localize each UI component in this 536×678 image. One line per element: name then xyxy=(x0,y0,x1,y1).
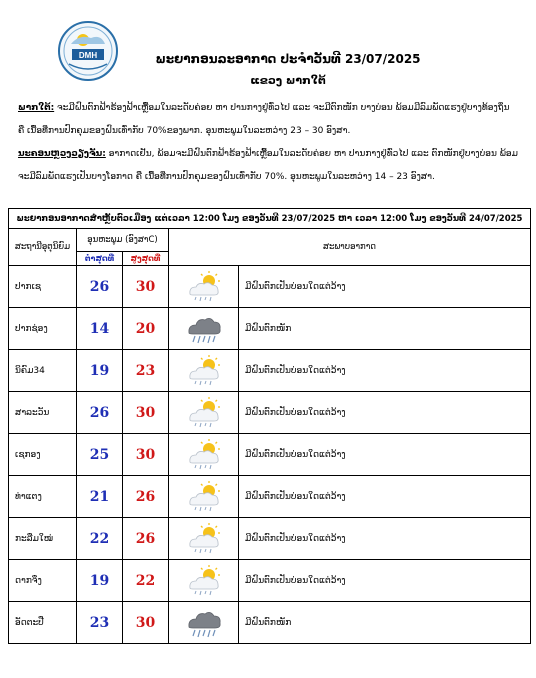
heavy-rain-cloud-icon xyxy=(184,606,224,640)
temp-min: 19 xyxy=(77,560,123,602)
sun-cloud-rain-icon xyxy=(184,438,224,472)
temp-max: 30 xyxy=(123,266,169,308)
weather-description: ມີຝົນຕົກເປັນບ່ອນໃດແຕ່ວ້າງ xyxy=(239,392,531,434)
temp-max: 30 xyxy=(123,434,169,476)
south-region-forecast xyxy=(18,97,518,143)
weather-description: ມີຝົນຕົກເປັນບ່ອນໃດແຕ່ວ້າງ xyxy=(239,560,531,602)
table-row xyxy=(9,350,531,392)
temp-max: 30 xyxy=(123,602,169,644)
table-row xyxy=(9,518,531,560)
weather-description: ມີຝົນຕົກເປັນບ່ອນໃດແຕ່ວ້າງ xyxy=(239,518,531,560)
col-temp-header: ອຸນຫະພູມ (ອົງສາC) xyxy=(77,229,169,252)
col-max-header: ສູງສຸດທີ່ xyxy=(123,252,169,266)
vientiane-label: ນະຄອນຫຼວງວຽງຈັນ: xyxy=(18,149,106,159)
col-weather-header: ສະພາບອາກາດ xyxy=(169,229,531,266)
table-row xyxy=(9,266,531,308)
table-row xyxy=(9,308,531,350)
vientiane-forecast xyxy=(18,143,518,189)
weather-description: ມີຝົນຕົກເປັນບ່ອນໃດແຕ່ວ້າງ xyxy=(239,350,531,392)
col-min-header: ຕ່ຳສຸດທີ່ xyxy=(77,252,123,266)
table-row xyxy=(9,560,531,602)
weather-description: ມີຝົນຕົກເປັນບ່ອນໃດແຕ່ວ້າງ xyxy=(239,434,531,476)
temp-max: 26 xyxy=(123,476,169,518)
weather-description: ມີຝົນຕົກໜັກ xyxy=(239,308,531,350)
sun-cloud-rain-icon xyxy=(184,354,224,388)
temp-min: 23 xyxy=(77,602,123,644)
temp-max: 26 xyxy=(123,518,169,560)
table-row xyxy=(9,392,531,434)
station-name: ດາກຈຶງ xyxy=(9,560,77,602)
sun-cloud-rain-icon xyxy=(184,396,224,430)
temp-max: 22 xyxy=(123,560,169,602)
weather-description: ມີຝົນຕົກເປັນບ່ອນໃດແຕ່ວ້າງ xyxy=(239,266,531,308)
station-name: ກະລືມໃໝ່ xyxy=(9,518,77,560)
page-subtitle: ແຂວງ ພາກໃຕ້ xyxy=(250,74,326,87)
vientiane-text: ອາກາດເຢັນ, ພ້ອມຈະມີຝົນຕົກຟ້າຮ້ອງຟ້າເຫຼື້ອມໃນລະດັບຄ່ອຍ ຫາ ປານກາງຢູ່ທົ່ວໄປ ແລະ ຕົກໜັກຢູ່ບາງບ່ອນ ພ້ອມຈະມີລົມພັດແຮງເປັນບາງໂອກາດ ຄື ເນື້ອທີ່ການປົກຄຸມຂອງຝົນເທົ່າກັບ 70%. ອຸນຫະພູມໃນລະຫວ່າງ 14 – 23 ອົງສາ. xyxy=(18,149,518,182)
station-name: ສາລະວັນ xyxy=(9,392,77,434)
temp-min: 26 xyxy=(77,266,123,308)
temp-max: 30 xyxy=(123,392,169,434)
col-location-header: ສະຖານີອຸຕຸນິຍົມ xyxy=(9,229,77,266)
temp-min: 26 xyxy=(77,392,123,434)
sun-cloud-rain-icon xyxy=(184,270,224,304)
temp-max: 23 xyxy=(123,350,169,392)
table-row xyxy=(9,602,531,644)
heavy-rain-cloud-icon xyxy=(184,312,224,346)
south-region-label: ພາກໃຕ້: xyxy=(18,103,55,113)
table-row xyxy=(9,434,531,476)
sun-cloud-rain-icon xyxy=(184,564,224,598)
station-name: ປາກຊ່ອງ xyxy=(9,308,77,350)
sun-cloud-rain-icon xyxy=(184,480,224,514)
temp-min: 25 xyxy=(77,434,123,476)
temp-min: 22 xyxy=(77,518,123,560)
temp-max: 20 xyxy=(123,308,169,350)
weather-description: ມີຝົນຕົກເປັນບ່ອນໃດແຕ່ວ້າງ xyxy=(239,476,531,518)
station-name: ທ່າແຕງ xyxy=(9,476,77,518)
station-name: ປາກເຊ xyxy=(9,266,77,308)
table-header: ພະຍາກອນອາກາດສຳຫຼັບຕົວເມືອງ ແຕ່ເວລາ 12:00 ໂມງ ຂອງວັນທີ 23/07/2025 ຫາ ເວລາ 12:00 ໂມງ ຂອງວັນທີ 24/07/2025 xyxy=(9,209,531,229)
svg-text:DMH: DMH xyxy=(78,51,98,60)
station-name: ອັດຕະປື xyxy=(9,602,77,644)
page-title: ພະຍາກອນລະອາກາດ ປະຈຳວັນທີ 23/07/2025 xyxy=(155,52,421,66)
station-name: ນິຄົມ34 xyxy=(9,350,77,392)
weather-description: ມີຝົນຕົກໜັກ xyxy=(239,602,531,644)
sun-cloud-rain-icon xyxy=(184,522,224,556)
temp-min: 14 xyxy=(77,308,123,350)
south-region-text: ຈະມີຝົນຕົກຟ້າຮ້ອງຟ້າເຫຼື້ອມໃນລະດັບຄ່ອຍ ຫາ ປານກາງຢູ່ທົ່ວໄປ ແລະ ຈະມີຕົກໜັກ ບາງບ່ອນ ພ້ອມມີລົມພັດແຮງຢູ່ບາງທ້ອງຖິ່ນ ຄື ເນື້ອທີ່ການປົກຄຸມຂອງຝົນເທົ່າກັບ 70%ຂອງພາກ. ອຸນຫະພູມໃນລະຫວ່າງ 23 – 30 ອົງສາ. xyxy=(18,103,510,136)
temp-min: 19 xyxy=(77,350,123,392)
station-name: ເຊກອງ xyxy=(9,434,77,476)
table-row xyxy=(9,476,531,518)
temp-min: 21 xyxy=(77,476,123,518)
dmh-logo-icon xyxy=(57,20,119,82)
forecast-table xyxy=(8,208,531,644)
